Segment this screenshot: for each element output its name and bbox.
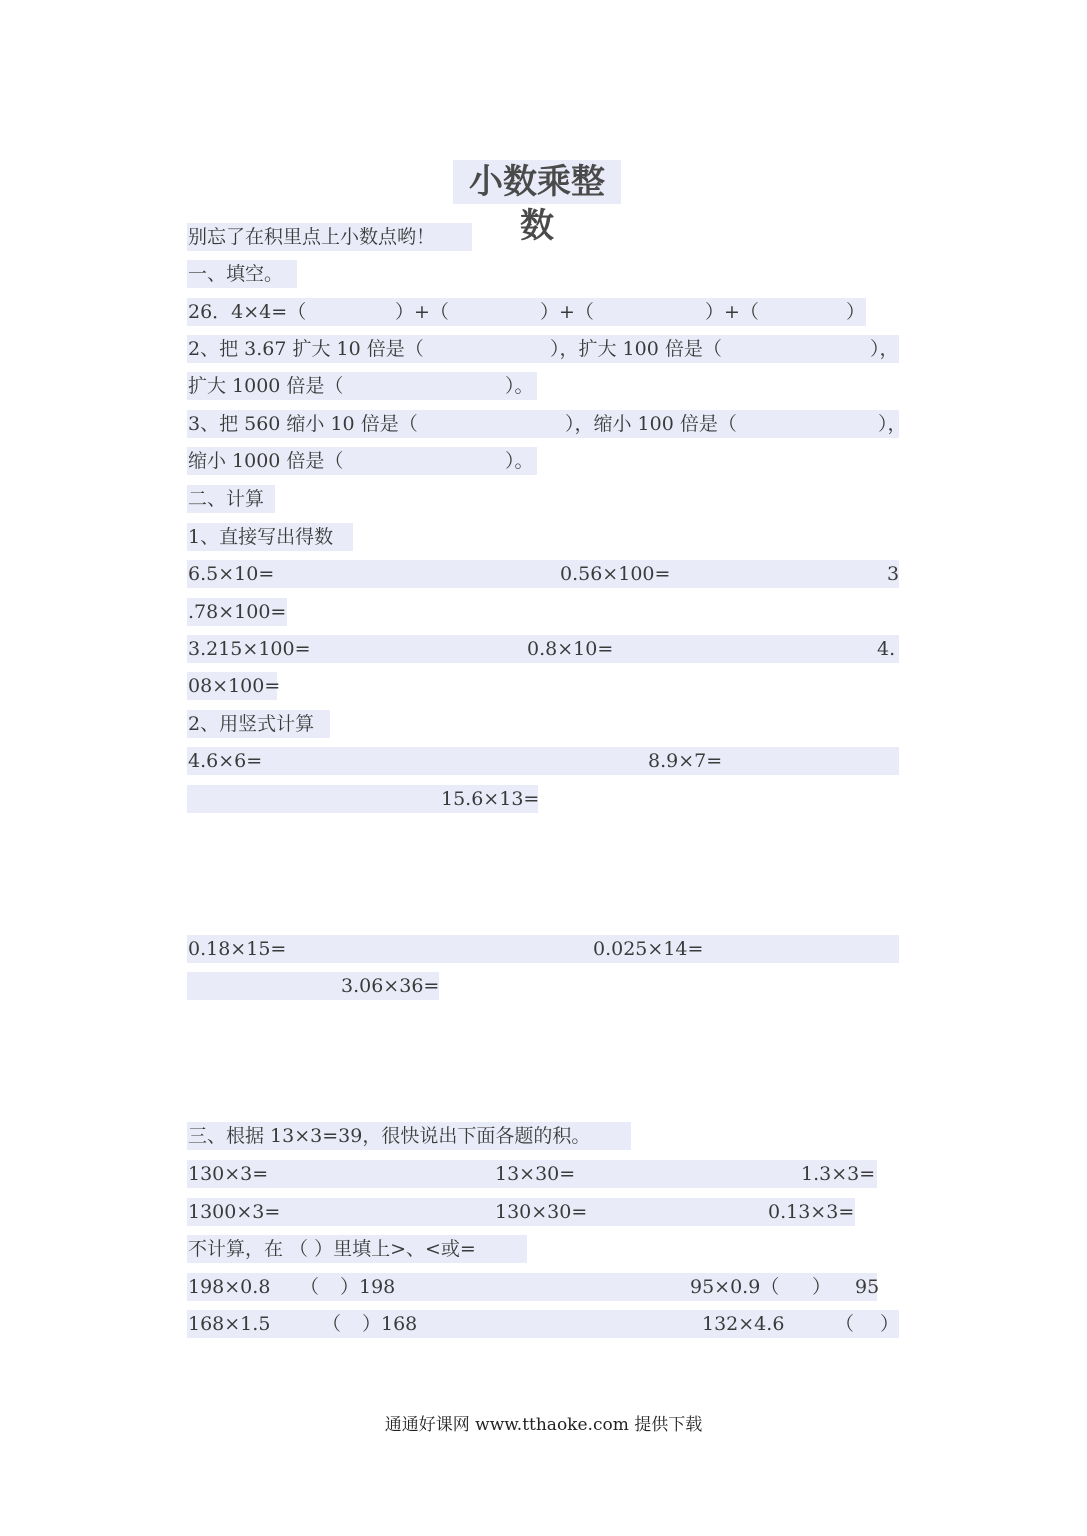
- q1-part-5: ）: [846, 301, 866, 323]
- s4-row2-item-5: （: [835, 1313, 855, 1335]
- section4-heading: 不计算，在 （ ）里填上>、<或=: [188, 1238, 476, 1260]
- s4-row1-item-5: ）: [812, 1276, 832, 1298]
- s4-row2-highlight: [187, 1310, 899, 1338]
- q1-part-3: ）+（: [540, 301, 594, 323]
- calc-row3-item-2: 8.9×7=: [648, 750, 723, 772]
- intro-text: 别忘了在积里点上小数点哟！: [188, 226, 436, 248]
- calc-row3-item-1: 4.6×6=: [188, 750, 263, 772]
- q2-line2-part-2: ）。: [505, 375, 534, 397]
- q1-part-1: 26．4×4=（: [188, 301, 307, 323]
- s3-row2-item-3: 0.13×3=: [768, 1201, 855, 1223]
- s4-row1-item-4: 95×0.9（: [690, 1276, 780, 1298]
- q3-line1-part-2: ），缩小 100 倍是（: [565, 413, 737, 435]
- footer-source: 通通好课网 www.tthaoke.com 提供下载: [384, 1415, 703, 1435]
- s4-row1-item-1: 198×0.8: [188, 1276, 271, 1298]
- calc-row2-item-3: 4.: [877, 638, 896, 660]
- calc-row4-item: 15.6×13=: [441, 788, 540, 810]
- q2-line1-part-1: 2、把 3.67 扩大 10 倍是（: [188, 338, 424, 360]
- s4-row1-item-6: 95: [855, 1276, 880, 1298]
- s3-row1-item-3: 1.3×3=: [801, 1163, 876, 1185]
- q1-part-2: ）+（: [395, 301, 449, 323]
- calc-row2-item-1: 3.215×100=: [188, 638, 311, 660]
- calc-row3-highlight: [187, 747, 899, 775]
- s3-row1-item-1: 130×3=: [188, 1163, 269, 1185]
- q3-line2-part-1: 缩小 1000 倍是（: [188, 450, 344, 472]
- section1-heading: 一、填空。: [188, 263, 284, 285]
- s4-row2-item-2: （: [322, 1313, 342, 1335]
- calc-row2-cont: 08×100=: [188, 675, 281, 697]
- calc-row5-item-2: 0.025×14=: [593, 938, 704, 960]
- s4-row1-item-2: （: [300, 1276, 320, 1298]
- page-title: 小数乘整数: [453, 160, 621, 204]
- calc-row1-item-3: 3: [887, 563, 900, 585]
- q3-line1-part-1: 3、把 560 缩小 10 倍是（: [188, 413, 418, 435]
- calc-row1-highlight: [187, 560, 899, 588]
- s3-row2-item-2: 130×30=: [495, 1201, 588, 1223]
- part1-heading: 1、直接写出得数: [188, 526, 334, 548]
- s4-row2-item-4: 132×4.6: [702, 1313, 785, 1335]
- calc-row1-item-2: 0.56×100=: [560, 563, 671, 585]
- section2-heading: 二、计算: [188, 488, 265, 510]
- calc-row1-item-1: 6.5×10=: [188, 563, 275, 585]
- q3-line1-part-3: ），: [878, 413, 907, 435]
- calc-row5-item-1: 0.18×15=: [188, 938, 287, 960]
- s3-row2-item-1: 1300×3=: [188, 1201, 281, 1223]
- s4-row2-item-3: ）168: [362, 1313, 418, 1335]
- s4-row2-item-1: 168×1.5: [188, 1313, 271, 1335]
- calc-row5-highlight: [187, 935, 899, 963]
- part2-heading: 2、用竖式计算: [188, 713, 315, 735]
- q2-line2-part-1: 扩大 1000 倍是（: [188, 375, 344, 397]
- calc-row6-item: 3.06×36=: [341, 975, 440, 997]
- calc-row1-cont: .78×100=: [188, 601, 287, 623]
- s4-row2-item-6: ）: [880, 1313, 900, 1335]
- q1-part-4: ）+（: [705, 301, 759, 323]
- q3-line2-part-2: ）。: [505, 450, 534, 472]
- q2-line1-part-3: ），: [870, 338, 899, 360]
- calc-row2-item-2: 0.8×10=: [527, 638, 614, 660]
- q2-line1-part-2: ），扩大 100 倍是（: [550, 338, 722, 360]
- s3-row1-item-2: 13×30=: [495, 1163, 576, 1185]
- s4-row1-item-3: ）198: [340, 1276, 396, 1298]
- section3-heading: 三、根据 13×3=39，很快说出下面各题的积。: [188, 1125, 591, 1147]
